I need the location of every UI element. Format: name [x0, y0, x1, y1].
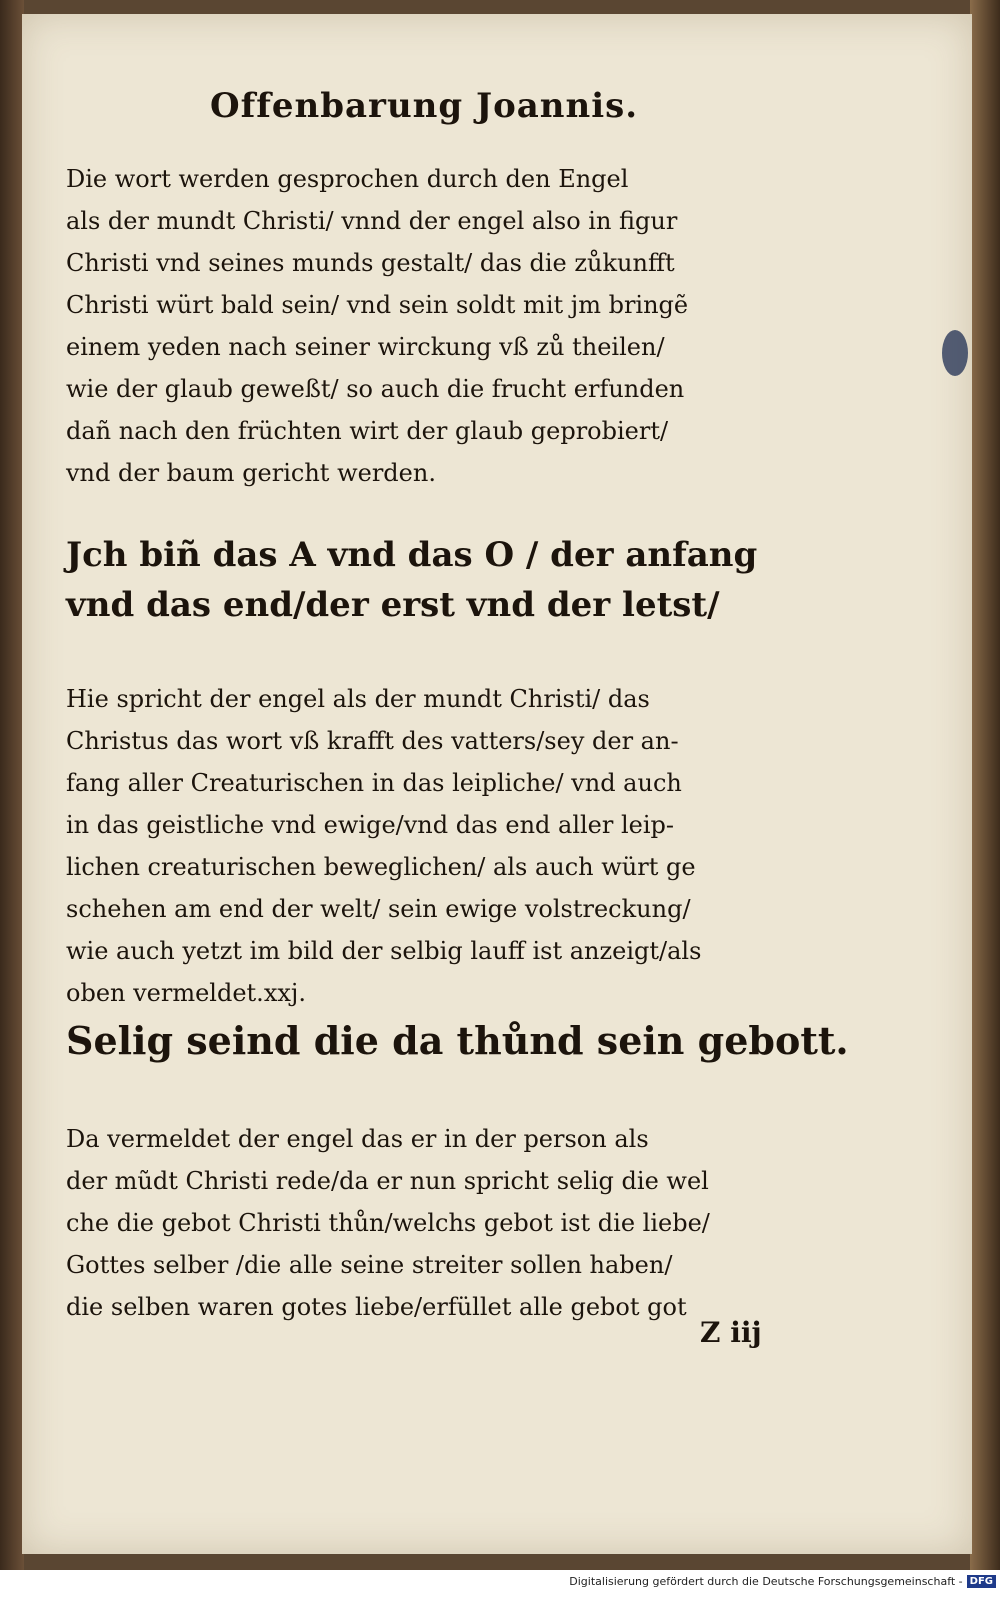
page-edge [970, 0, 1000, 1570]
text-line: Christi würt bald sein/ vnd sein soldt mit jm bringẽ [66, 291, 689, 319]
heading-line: vnd das end/der erst vnd der letst/ [66, 585, 720, 625]
heading-line: Selig seind die da thůnd sein gebott. [66, 1018, 849, 1063]
text-line: che die gebot Christi thůn/welchs gebot ist die liebe/ [66, 1209, 710, 1237]
text-line: wie auch yetzt im bild der selbig lauff ist anzeigt/als [66, 937, 702, 965]
text-line: Da vermeldet der engel das er in der person als [66, 1125, 649, 1153]
text-line: Hie spricht der engel als der mundt Christi/ das [66, 685, 650, 713]
credit-text: Digitalisierung gefördert durch die Deutsche Forschungsgemeinschaft - [569, 1574, 963, 1588]
heading-2 [66, 1016, 849, 1066]
text-line: in das geistliche vnd ewige/vnd das end aller leip- [66, 811, 675, 839]
paragraph-2 [66, 678, 826, 1014]
text-line: der mũdt Christi rede/da er nun spricht selig die wel [66, 1167, 709, 1195]
text-line: vnd der baum gericht werden. [66, 459, 436, 487]
text-line: die selben waren gotes liebe/erfüllet alle gebot got [66, 1293, 687, 1321]
digitization-credit [569, 1572, 996, 1590]
signature-mark: Z iij [700, 1316, 762, 1349]
text-line: Die wort werden gesprochen durch den Engel [66, 165, 629, 193]
text-line: oben vermeldet.xxj. [66, 979, 306, 1007]
text-line: Christus das wort vß krafft des vatters/sey der an- [66, 727, 679, 755]
paragraph-1 [66, 158, 826, 494]
text-line: wie der glaub geweßt/ so auch die frucht erfunden [66, 375, 685, 403]
text-line: lichen creaturischen beweglichen/ als auch würt ge [66, 853, 696, 881]
running-head: Offenbarung Joannis. [210, 86, 639, 126]
text-line: fang aller Creaturischen in das leipliche/ vnd auch [66, 769, 682, 797]
text-line: als der mundt Christi/ vnnd der engel also in figur [66, 207, 678, 235]
heading-line: Jch biñ das A vnd das O / der anfang [66, 535, 758, 575]
heading-1 [66, 530, 826, 630]
text-line: Christi vnd seines munds gestalt/ das die zůkunfft [66, 249, 675, 277]
text-line: Gottes selber /die alle seine streiter sollen haben/ [66, 1251, 673, 1279]
dfg-logo: DFG [967, 1575, 996, 1588]
text-line: schehen am end der welt/ sein ewige volstreckung/ [66, 895, 691, 923]
text-line: dañ nach den früchten wirt der glaub geprobiert/ [66, 417, 669, 445]
ink-stain [942, 330, 968, 376]
paragraph-3 [66, 1118, 826, 1328]
text-line: einem yeden nach seiner wirckung vß zů theilen/ [66, 333, 665, 361]
book-spine [0, 0, 24, 1570]
